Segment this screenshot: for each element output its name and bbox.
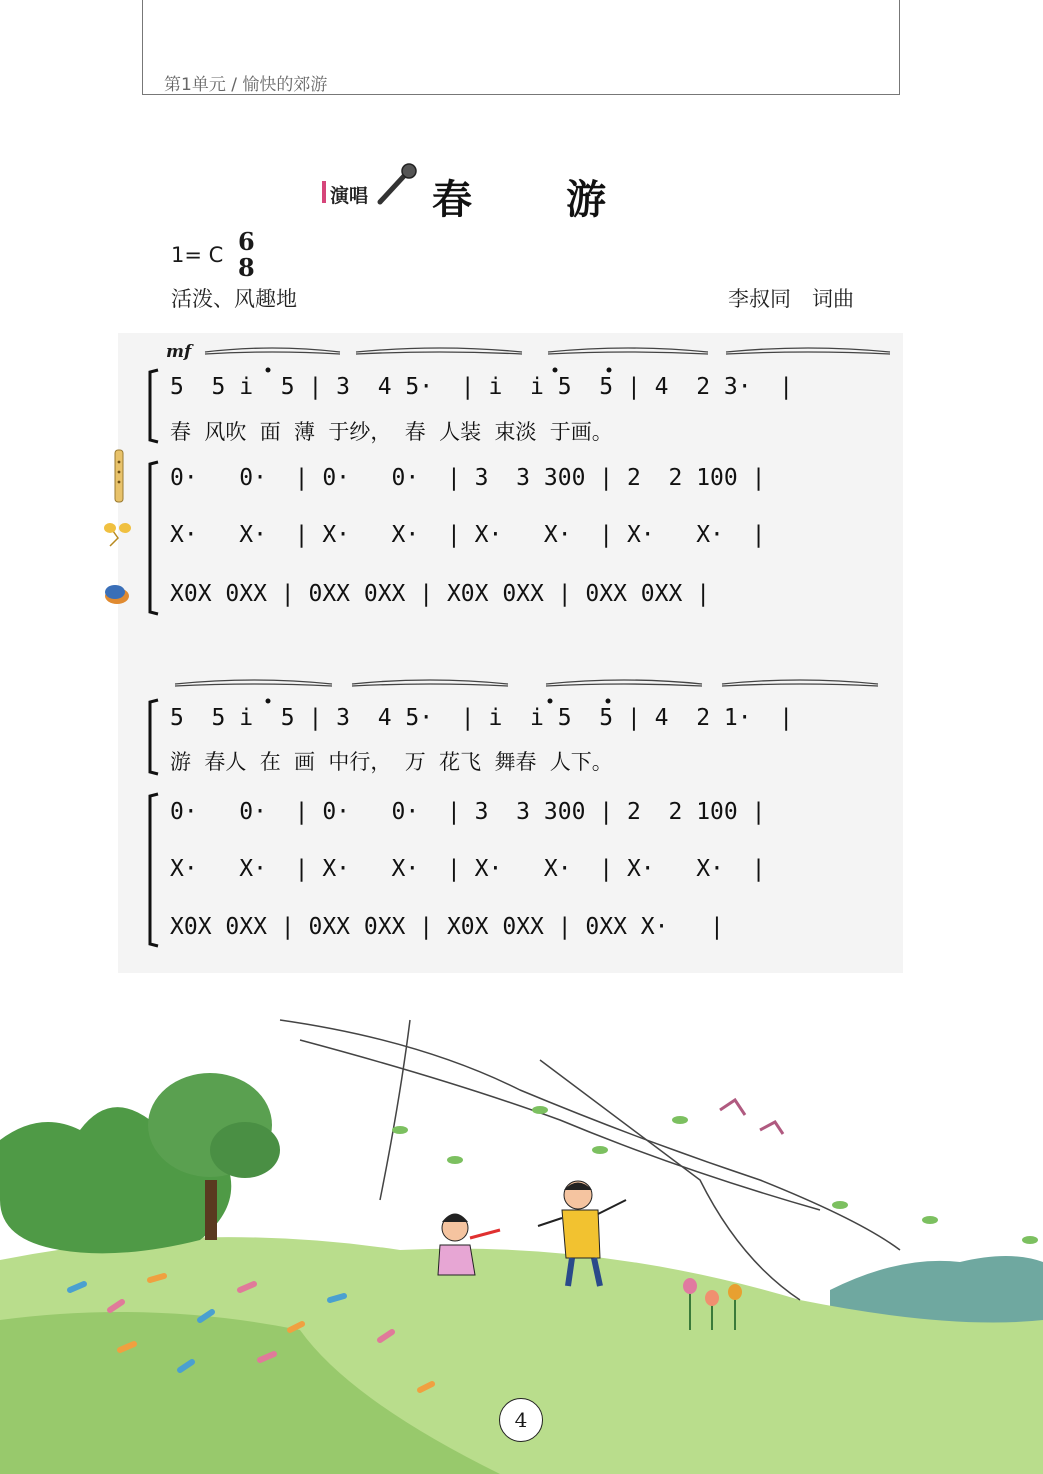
lyrics-line-1: 春 风吹 面 薄 于纱， 春 人装 束淡 于画。 bbox=[170, 420, 613, 444]
melody-line-1: 5 5 i 5 | 3 4 5· | i i 5 5 | 4 2 3· | bbox=[170, 374, 794, 400]
section-tag: 演唱 bbox=[330, 185, 369, 207]
page-number: 4 bbox=[499, 1398, 543, 1442]
bell-line-2: X· X· | X· X· | X· X· | X· X· | bbox=[170, 856, 766, 882]
key-signature: 1= C bbox=[171, 243, 224, 267]
cymbal-icon bbox=[105, 585, 129, 604]
bell-icon bbox=[104, 523, 131, 546]
flute-line-2: 0· 0· | 0· 0· | 3 3 300 | 2 2 100 | bbox=[170, 799, 766, 825]
cymbal-line-1: X0X 0XX | 0XX 0XX | X0X 0XX | 0XX 0XX | bbox=[170, 581, 711, 607]
unit-label: 第1单元 / 愉快的郊游 bbox=[164, 75, 328, 95]
flute-icon bbox=[115, 450, 123, 502]
lyrics-line-2: 游 春人 在 画 中行， 万 花飞 舞春 人下。 bbox=[170, 750, 613, 774]
song-title-char-2: 游 bbox=[566, 176, 606, 223]
time-signature-bottom: 8 bbox=[238, 253, 255, 282]
melody-line-2: 5 5 i 5 | 3 4 5· | i i 5 5 | 4 2 1· | bbox=[170, 705, 794, 731]
time-signature-top: 6 bbox=[238, 227, 255, 256]
bell-line-1: X· X· | X· X· | X· X· | X· X· | bbox=[170, 522, 766, 548]
dynamic-marking: mf bbox=[166, 342, 192, 362]
song-title-char-1: 春 bbox=[432, 176, 472, 223]
flute-line-1: 0· 0· | 0· 0· | 3 3 300 | 2 2 100 | bbox=[170, 465, 766, 491]
cymbal-line-2: X0X 0XX | 0XX 0XX | X0X 0XX | 0XX X· | bbox=[170, 914, 724, 940]
composer-credit: 李叔同 词曲 bbox=[728, 287, 854, 311]
tempo-marking: 活泼、风趣地 bbox=[171, 287, 297, 311]
